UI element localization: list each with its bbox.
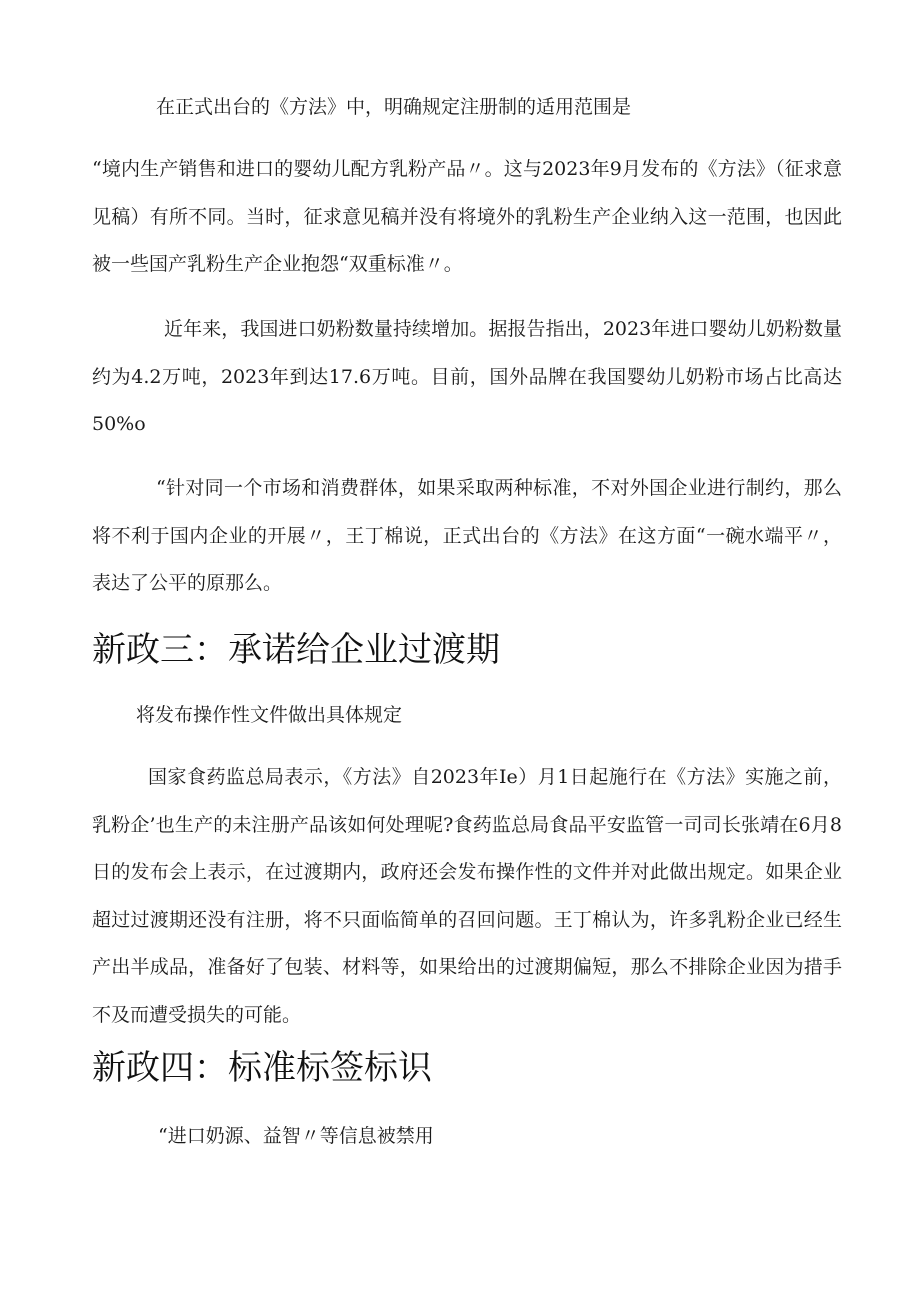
paragraph-registration-scope-intro: 在正式出台的《方法》中，明确规定注册制的适用范围是 bbox=[156, 96, 632, 118]
paragraph-registration-scope: “境内生产销售和进口的婴幼儿配方乳粉产品〃。这与2023年9月发布的《方法》（征求意见稿）有所不同。当时，征求意见稿并没有将境外的乳粉生产企业纳入这一范围，也因此被一些国产乳粉生产企业抱怨“双重标准〃。 bbox=[92, 158, 842, 275]
section-heading-policy-four: 新政四：标准标签标识 bbox=[92, 1048, 432, 1088]
paragraph-transition-period: 国家食药监总局表示，《方法》自2023年Ie）月1日起施行在《方法》实施之前，乳粉企’也生产的未注册产品该如何处理呢?食药监总局食品平安监管一司司长张靖在6月8日的发布会上表示，在过渡期内，政府还会发布操作性的文件并对此做出规定。如果企业超过过渡期还没有注册，将不只面临简单的召回问题。王丁棉认为，许多乳粉企业已经生产出半成品，准备好了包装、材料等，如果给出的过渡期偏短，那么不排除企业因为措手不及而遭受损失的可能。 bbox=[92, 766, 842, 1026]
section-heading-policy-three: 新政三：承诺给企业过渡期 bbox=[92, 630, 500, 670]
paragraph-fair-standard: “针对同一个市场和消费群体，如果采取两种标准，不对外国企业进行制约，那么将不利于国内企业的开展〃，王丁棉说，正式出台的《方法》在这方面“一碗水端平〃，表达了公平的原那么。 bbox=[92, 477, 842, 594]
section-subtitle-policy-three: 将发布操作性文件做出具体规定 bbox=[136, 704, 403, 726]
paragraph-import-growth: 近年来，我国进口奶粉数量持续增加。据报告指出，2023年进口婴幼儿奶粉数量约为4.2万吨，2023年到达17.6万吨。目前，国外品牌在我国婴幼儿奶粉市场占比高达50%o bbox=[92, 318, 842, 435]
section-subtitle-policy-four: “进口奶源、益智〃等信息被禁用 bbox=[158, 1125, 434, 1147]
